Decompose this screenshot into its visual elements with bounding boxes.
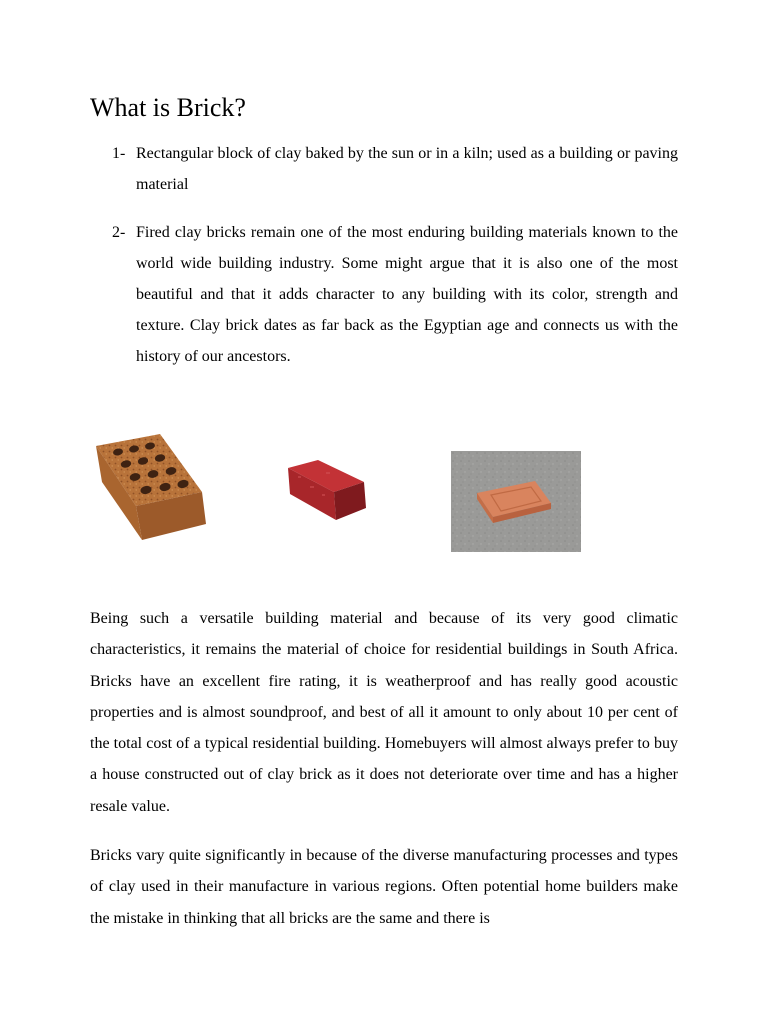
perforated-brick-photo [90,432,208,552]
red-solid-brick-photo [282,458,368,522]
list-number: 2- [112,224,126,241]
red-brick-illustration [282,458,368,522]
body-paragraph: Bricks vary quite significantly in because of the diverse manufacturing processes and types of clay used in their manufacture in various regions. Often potential home builders make the mistake in thinking that all bricks are the same and there is [90,847,678,927]
list-text: Rectangular block of clay baked by the sun or in a kiln; used as a building or paving material [136,145,678,193]
list-number: 1- [112,145,126,162]
list-text: Fired clay bricks remain one of the most enduring building materials known to the world wide building industry. Some might argue that it is also one of the most beautiful and that it adds character to any building with its color, strength and texture. Clay brick dates as far back as the Egyptian age and connects us with the history of our ancestors. [136,224,678,365]
body-paragraph: Being such a versatile building material and because of its very good climatic characteristics, it remains the material of choice for residential buildings in South Africa. Bricks have an excellent fire rating, it is weatherproof and has really good acoustic properties and is almost soundproof, and best of all it amount to only about 10 per cent of the total cost of a typical residential building. Homebuyers will almost always prefer to buy a house constructed out of clay brick as it does not deteriorate over time and has a higher resale value. [90,610,678,815]
concrete-brick-illustration [451,451,581,552]
brick-on-concrete-photo [451,451,581,552]
perforated-brick-illustration [90,432,208,552]
page-title: What is Brick? [90,93,246,122]
